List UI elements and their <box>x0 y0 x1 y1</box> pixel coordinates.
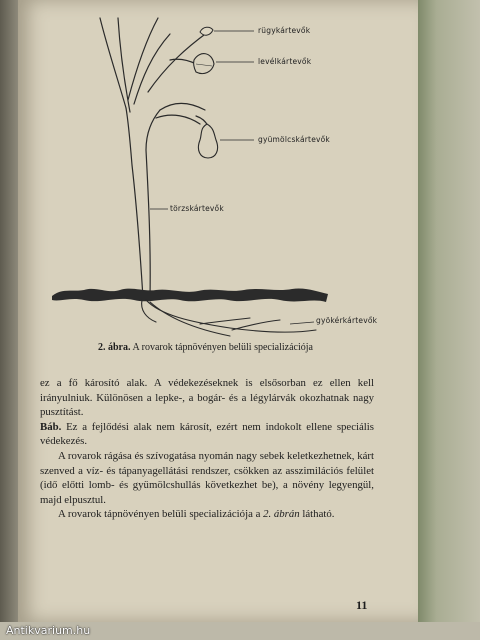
label-bud-pests: rügykártevők <box>258 26 311 35</box>
label-leaf-pests: levélkártevők <box>258 57 312 66</box>
paragraph-2-label: Báb. <box>40 420 62 433</box>
branch-center-inner <box>134 34 170 104</box>
figure-reference: 2. ábrán <box>263 508 300 521</box>
paragraph-4 <box>40 507 374 522</box>
watermark-logo: Antikvarium.hu <box>6 624 91 637</box>
leaf-shape <box>194 54 214 74</box>
trunk-right-outline <box>146 110 160 298</box>
root-lower <box>150 302 230 336</box>
fruit-shape <box>198 124 217 158</box>
paragraph-4-after: látható. <box>302 508 335 521</box>
branch-right-lower <box>160 103 205 110</box>
branch-center <box>128 18 158 100</box>
figure-caption <box>98 342 313 353</box>
label-fruit-pests: gyümölcskártevők <box>258 135 330 144</box>
body-text <box>40 376 374 522</box>
bud-shape <box>200 27 213 35</box>
paragraph-2-text: Ez a fejlődési alak nem károsít, ezért nem indokolt ellene speciális védekezés. <box>40 420 374 448</box>
leader-root <box>290 322 314 324</box>
paragraph-2 <box>40 420 374 449</box>
label-root-pests: gyökérkártevők <box>316 316 378 325</box>
ground-soil <box>52 289 328 302</box>
paragraph-4-before: A rovarok tápnövényen belüli specializációja a <box>58 508 261 521</box>
branch-right-lower-2 <box>156 115 200 124</box>
paragraph-3: A rovarok rágása és szívogatása nyomán nagy sebek keletkezhetnek, kárt szenved a víz- és tápanyagellátási rendszer, csökken az asszimilációs felület (idő előtti lomb- és gyümölcshullás következhet be), a növény legyengül, majd elpusztul. <box>40 449 374 506</box>
trunk-left-outline <box>126 108 143 298</box>
paragraph-1: ez a fő károsító alak. A védekezéseknek is elsősorban ez ellen kell irányulniuk. Különösen a lepke-, a bogár- és a légylárvák okozhatnak nagy pusztítást. <box>40 377 374 419</box>
root-branch-1 <box>200 318 250 324</box>
caption-text: A rovarok tápnövényen belüli specializációja <box>132 342 313 353</box>
page-number: 11 <box>356 598 368 612</box>
root-branch-2 <box>232 320 280 330</box>
caption-number: 2. ábra. <box>98 342 131 353</box>
label-trunk-pests: törzskártevők <box>170 204 224 213</box>
